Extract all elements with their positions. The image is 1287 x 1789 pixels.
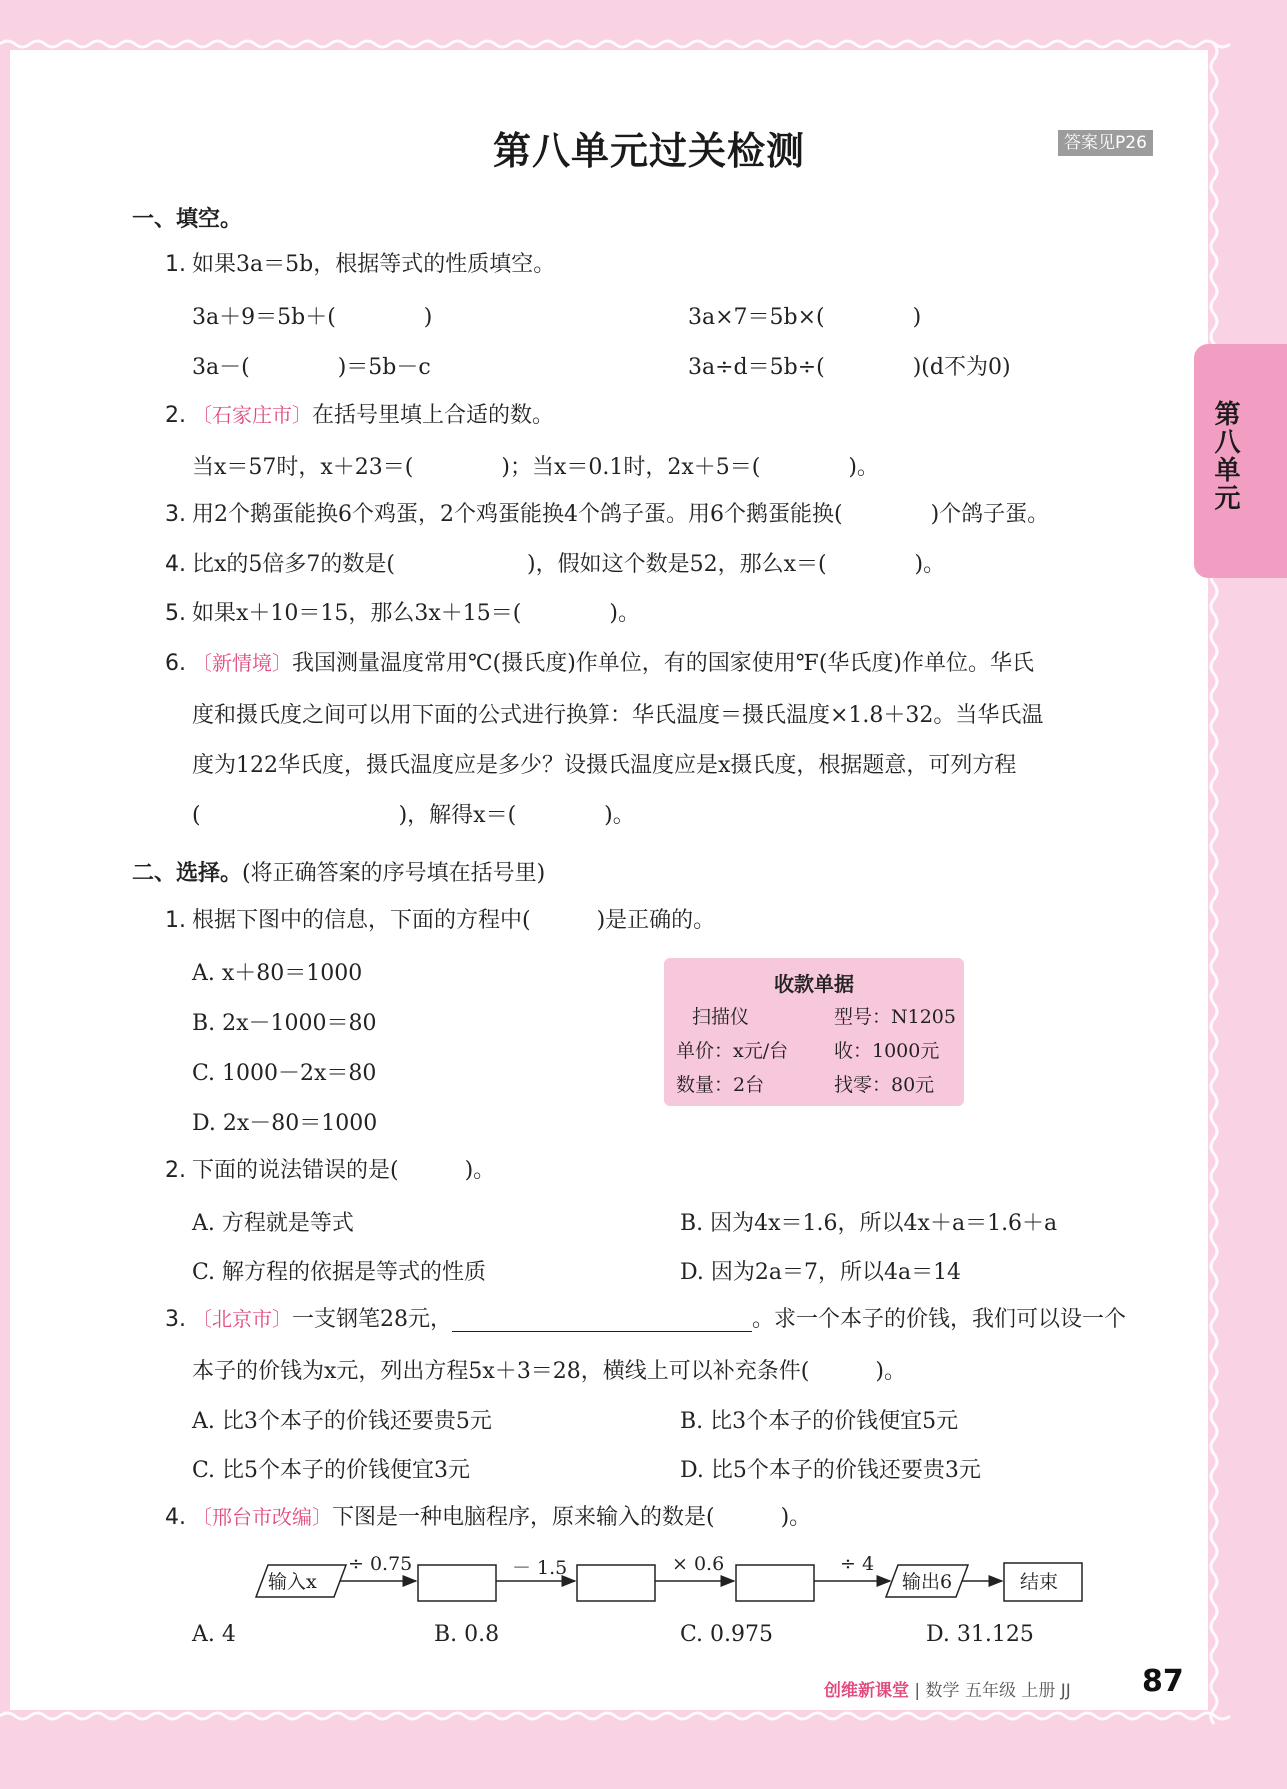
question-text: 下图是一种电脑程序，原来输入的数是( )。 <box>332 1505 812 1530</box>
s1-q2-line: 当x＝57时，x＋23＝( )；当x＝0.1时，2x＋5＝( )。 <box>192 455 879 480</box>
footer-info <box>824 1676 1071 1701</box>
flow-op1-label: ÷ 0.75 <box>348 1553 413 1575</box>
option-c: C. 1000－2x＝80 <box>192 1061 377 1086</box>
flow-box-1 <box>418 1565 496 1601</box>
footer-meta: 数学 五年级 上册 JJ <box>925 1681 1071 1701</box>
flow-output-label: 输出6 <box>902 1571 953 1593</box>
section2-heading <box>132 856 545 887</box>
question-text: 用2个鹅蛋能换6个鸡蛋，2个鸡蛋能换4个鸽子蛋。用6个鹅蛋能换( )个鸽子蛋。 <box>192 502 1050 527</box>
receipt-received: 收：1000元 <box>834 1040 940 1062</box>
receipt-price: 单价：x元/台 <box>676 1040 789 1062</box>
source-tag: 〔新情境〕 <box>192 651 292 675</box>
unit-side-tab-label: 第八单元 <box>1210 400 1240 512</box>
question-text-start: 一支钢笔28元， <box>292 1307 452 1332</box>
s1-question-1 <box>165 250 555 280</box>
s2-q3-line2: 本子的价钱为x元，列出方程5x＋3＝28，横线上可以补充条件( )。 <box>192 1359 906 1384</box>
question-text: 比x的5倍多7的数是( )，假如这个数是52，那么x＝( )。 <box>192 552 946 577</box>
question-text: 下面的说法错误的是( )。 <box>192 1158 496 1183</box>
question-text: 如果3a＝5b，根据等式的性质填空。 <box>192 252 556 277</box>
question-text: 我国测量温度常用℃(摄氏度)作单位，有的国家使用℉(华氏度)作单位。华氏 <box>292 651 1034 676</box>
option-d: D. 因为2a＝7，所以4a＝14 <box>680 1260 962 1285</box>
option-a: A. 方程就是等式 <box>192 1211 354 1236</box>
option-b: B. 0.8 <box>434 1622 500 1647</box>
flow-box-3 <box>736 1565 814 1601</box>
s1-question-3 <box>165 500 1049 530</box>
s2-question-2 <box>165 1156 495 1186</box>
section2-title: 二、选择。 <box>132 861 243 886</box>
s1-q1-line2a: 3a－( )＝5b－c <box>192 355 431 380</box>
s1-question-4 <box>165 550 945 580</box>
section1-heading: 一、填空。 <box>132 207 243 232</box>
question-number: 2. <box>165 1158 186 1183</box>
flow-op4-label: ÷ 4 <box>840 1553 875 1575</box>
option-c: C. 解方程的依据是等式的性质 <box>192 1260 487 1285</box>
option-b: B. 2x－1000＝80 <box>192 1011 377 1036</box>
s1-q6-line3: 度为122华氏度，摄氏温度应是多少？设摄氏温度应是x摄氏度，根据题意，可列方程 <box>192 753 1017 778</box>
source-tag: 〔石家庄市〕 <box>192 403 312 427</box>
question-number: 3. <box>165 502 186 527</box>
s1-q1-line1a: 3a＋9＝5b＋( ) <box>192 305 433 330</box>
receipt-model: 型号：N1205 <box>834 1006 956 1028</box>
option-b: B. 比3个本子的价钱便宜5元 <box>680 1409 959 1434</box>
s1-q1-line2b: 3a÷d＝5b÷( )(d不为0) <box>688 355 1011 380</box>
question-text: 根据下图中的信息，下面的方程中( )是正确的。 <box>192 908 716 933</box>
footer-brand: 创维新课堂 <box>824 1681 909 1701</box>
question-number: 4. <box>165 1505 186 1530</box>
source-tag: 〔北京市〕 <box>192 1307 292 1331</box>
s2-question-4 <box>165 1502 811 1533</box>
source-tag: 〔邢台市改编〕 <box>192 1505 332 1529</box>
section2-note: (将正确答案的序号填在括号里) <box>242 861 546 886</box>
question-text-end: 。求一个本子的价钱，我们可以设一个 <box>752 1307 1127 1332</box>
s1-q6-line4: ( )，解得x＝( )。 <box>192 803 635 828</box>
s2-question-1 <box>165 906 715 936</box>
question-number: 5. <box>165 601 186 626</box>
question-text: 如果x＋10＝15，那么3x＋15＝( )。 <box>192 601 640 626</box>
question-number: 3. <box>165 1307 186 1332</box>
option-a: A. 比3个本子的价钱还要贵5元 <box>192 1409 492 1434</box>
receipt-quantity: 数量：2台 <box>676 1074 765 1096</box>
flow-op2-label: － 1.5 <box>512 1557 568 1579</box>
s1-q6-line2: 度和摄氏度之间可以用下面的公式进行换算：华氏温度＝摄氏温度×1.8＋32。当华氏温 <box>192 703 1044 728</box>
s1-question-6 <box>165 648 1034 679</box>
option-c: C. 0.975 <box>680 1622 774 1647</box>
option-a: A. 4 <box>192 1622 236 1647</box>
s2-question-3 <box>165 1304 1126 1335</box>
question-number: 1. <box>165 908 186 933</box>
question-text: 在括号里填上合适的数。 <box>312 403 555 428</box>
option-d: D. 比5个本子的价钱还要贵3元 <box>680 1458 981 1483</box>
receipt-change: 找零：80元 <box>834 1074 935 1096</box>
question-number: 6. <box>165 651 186 676</box>
option-a: A. x＋80＝1000 <box>192 961 363 986</box>
page-number: 87 <box>1142 1664 1184 1699</box>
flow-end-label: 结束 <box>1020 1571 1059 1593</box>
s1-question-2 <box>165 400 554 431</box>
receipt-item: 扫描仪 <box>692 1006 750 1028</box>
question-number: 2. <box>165 403 186 428</box>
flow-box-2 <box>577 1565 655 1601</box>
s1-question-5 <box>165 599 640 629</box>
receipt-title: 收款单据 <box>774 972 854 996</box>
s1-q1-line1b: 3a×7＝5b×( ) <box>688 305 922 330</box>
question-number: 4. <box>165 552 186 577</box>
answer-reference-badge: 答案见P26 <box>1058 130 1153 156</box>
option-d: D. 31.125 <box>926 1622 1034 1647</box>
option-b: B. 因为4x＝1.6，所以4x＋a＝1.6＋a <box>680 1211 1058 1236</box>
fill-blank-line <box>452 1309 752 1332</box>
question-number: 1. <box>165 252 186 277</box>
flow-input-label: 输入x <box>268 1571 317 1593</box>
flow-op3-label: × 0.6 <box>672 1553 725 1575</box>
page-title: 第八单元过关检测 <box>492 129 805 173</box>
option-d: D. 2x－80＝1000 <box>192 1111 378 1136</box>
footer-divider: | <box>909 1681 926 1701</box>
option-c: C. 比5个本子的价钱便宜3元 <box>192 1458 471 1483</box>
